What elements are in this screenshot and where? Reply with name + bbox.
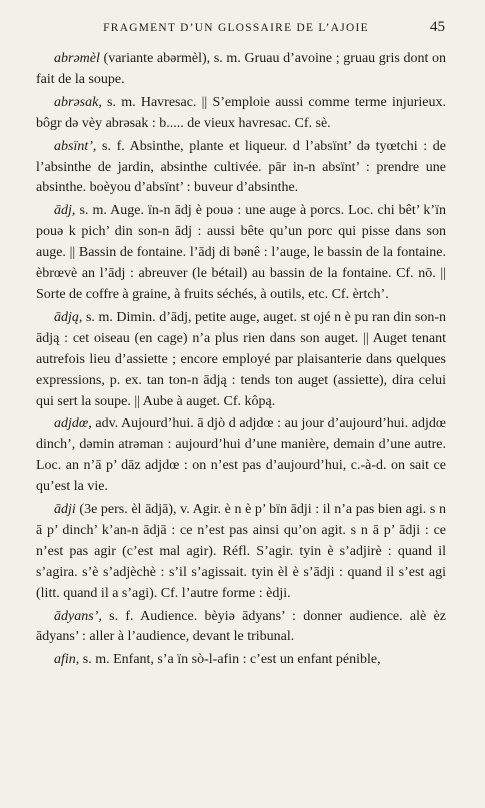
glossary-text (36, 49, 446, 673)
entry-body: adv. Aujourd’hui. ā djò d adjdœ : au jour d’aujourd’hui. adjdœ dinch’, dəmin atrəman : aujourd’hui d’une manière, demain d’une autre. Loc. an n’ā p’ dāz adjdœ : on n’est pas d’aujourd’hui, c.-à-d. on sait ce qu’est la vie. (36, 416, 446, 495)
entry-body: s. f. Audience. bèyiə ādyans’ : donner audience. alè èz ādyans’ : aller à l’audience, devant le tribunal. (36, 608, 446, 645)
entry-abremel (36, 49, 446, 91)
entry-body: s. m. Auge. ïn-n ādj è pouə : une auge à porcs. Loc. chi bêt’ k’ïn pouə k pich’ din son-n ādj : aussi bête qu’un porc qui pisse dans son auge. || Bassin de fontaine. l’ādj di bənê : l’auge, le bassin de la fontaine. èbrœvè an l’ādj : abreuver (le bétail) au bassin de la fontaine. Cf. nō. || Sorte de coffre à graine, à fruits séchés, à outils, etc. Cf. èrtch’. (36, 203, 446, 302)
headword: adjdœ, (54, 416, 92, 432)
entry-body: (variante abərmèl), s. m. Gruau d’avoine ; gruau gris dont on fait de la soupe. (36, 51, 446, 87)
headword: absïnt’, (54, 138, 97, 154)
headword: ādj, (54, 203, 76, 219)
headword: ādyans’, (54, 608, 102, 624)
entry-absint (36, 137, 446, 200)
entry-abresak (36, 93, 446, 135)
entry-body: s. m. Enfant, s’a ïn sò-l-afin : c’est un enfant pénible, (79, 652, 381, 668)
entry-body: s. f. Absinthe, plante et liqueur. d l’absïnt’ də tyœtchi : de l’absinthe de jardin, absinthe cultivée. pār in-n absïnt’ : prendre une absinthe. boèyou d’absïnt’ : buveur d’absinthe. (36, 138, 446, 196)
entry-body: (3e pers. èl ādjā), v. Agir. è n è p’ bïn ādji : il n’a pas bien agi. s n ā p’ dinch’ k’an-n ādjā : ce n’est pas ainsi qu’on agit. s n ā p’ ādji : ce n’est pas agir (c’est mal agir). Réfl. S’agir. tyin è s’adjirè : quand il s’agira. s’è s’adjèchè : s’il s’agissait. tyin èl è s’ādji : quand il s’est agi (litt. quand il a s’agi). Cf. l’autre forme : èdji. (36, 502, 446, 601)
page-number: 45 (430, 19, 445, 35)
entry-body: s. m. Dimin. d’ādj, petite auge, auget. st ojé n è pu ran din son-n ādją : cet oiseau (en cage) n’a plus rien dans son auget. || Auget tenant autrefois lieu d’assiette ; encore employé par plaisanterie dans quelques expressions, p. ex. tan ton-n ādją : tends ton auget (assiette), dira celui qui sert la soupe. || Aube à auget. Cf. kôpą. (36, 309, 446, 409)
entry-afin (36, 650, 446, 671)
entry-adyans (36, 607, 446, 649)
entry-adj (36, 201, 446, 306)
headword: ādją, (54, 309, 83, 325)
running-title: FRAGMENT D’UN GLOSSAIRE DE L’AJOIE (103, 22, 369, 34)
headword: abrəsak, (54, 94, 102, 110)
entry-adji (36, 500, 446, 605)
headword: ādji (54, 502, 76, 518)
entry-body: s. m. Havresac. || S’emploie aussi comme terme injurieux. bôgr də vèy abrəsak : b..... de vieux havresac. Cf. sè. (36, 94, 446, 131)
entry-adjdoe (36, 414, 446, 498)
headword: afin, (54, 652, 80, 668)
entry-adja (36, 308, 446, 413)
headword: abrəmèl (54, 51, 100, 66)
